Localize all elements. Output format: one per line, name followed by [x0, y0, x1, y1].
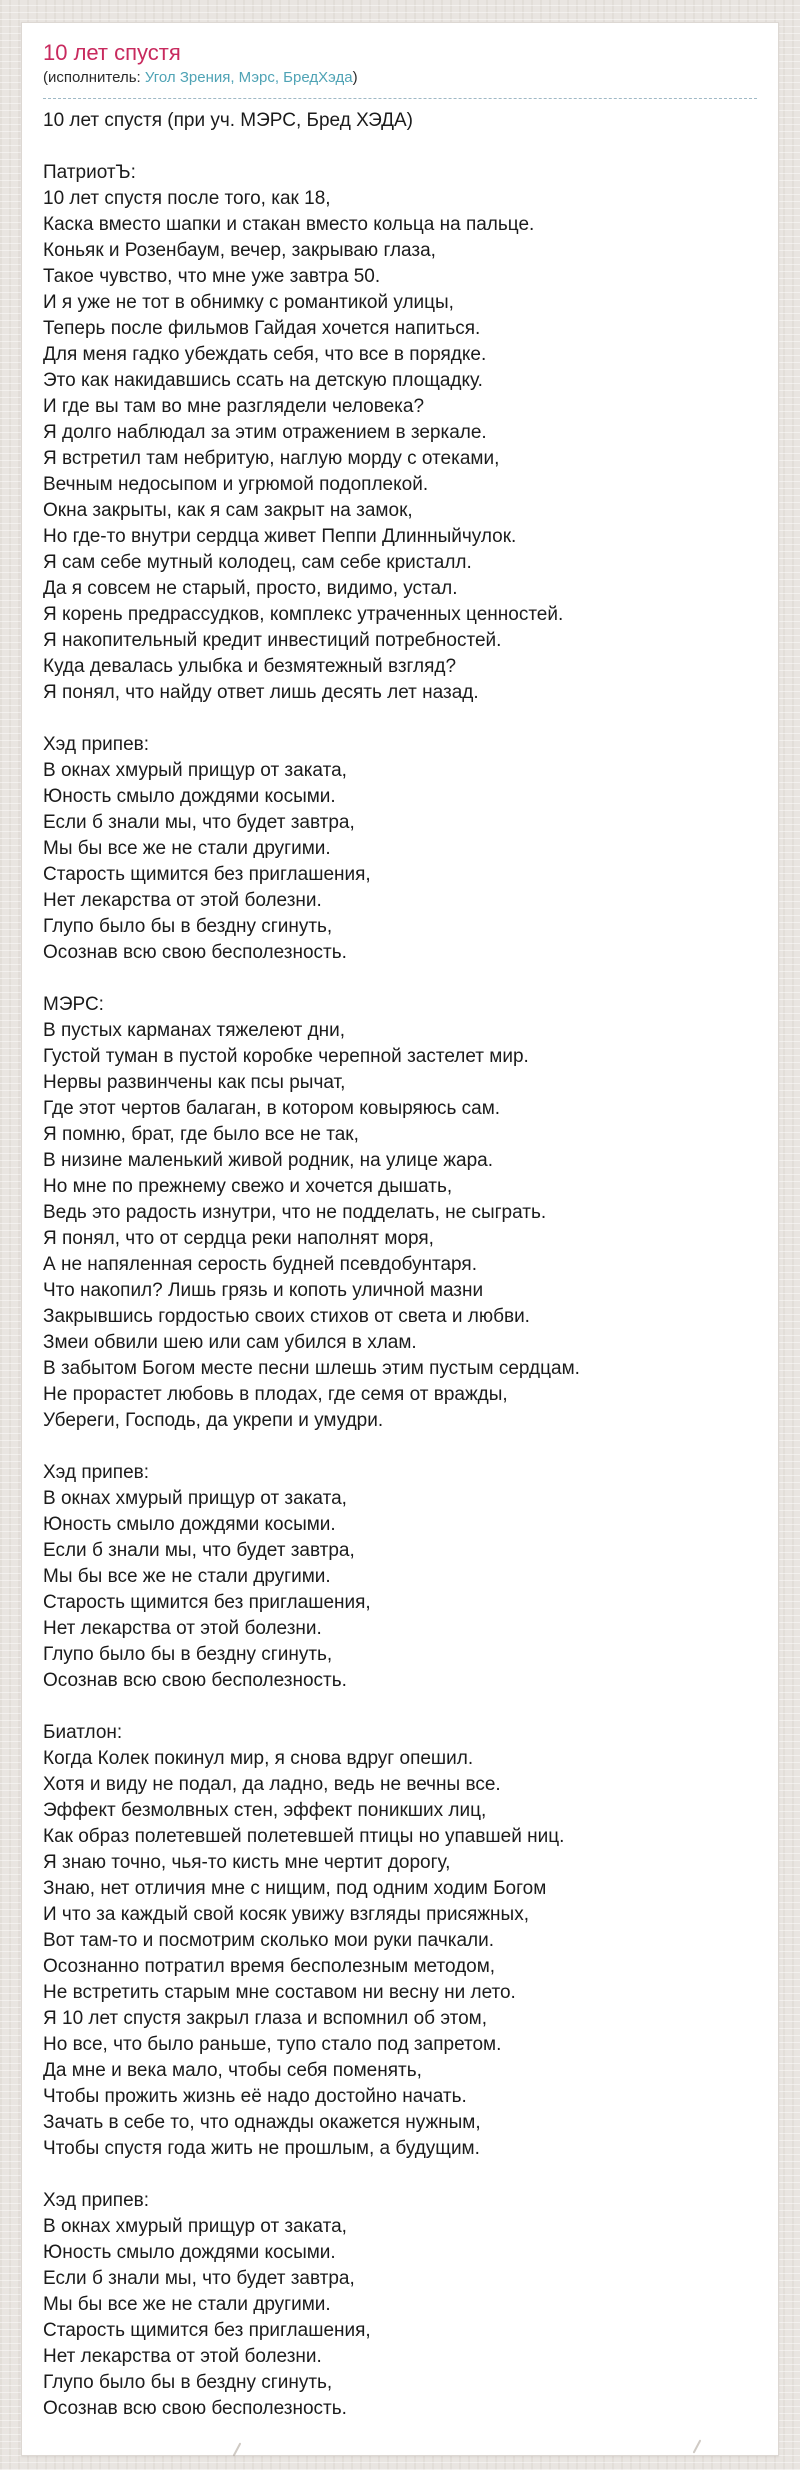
lyric-line: Закрывшись гордостью своих стихов от света и любви.	[43, 1306, 530, 1327]
lyric-line: И я уже не тот в обнимку с романтикой улицы,	[43, 292, 454, 313]
lyric-line: Убереги, Господь, да укрепи и умудри.	[43, 1410, 384, 1431]
lyric-line: А не напяленная серость будней псевдобунтаря.	[43, 1254, 477, 1275]
lyric-line	[43, 134, 757, 160]
lyric-line: Но все, что было раньше, тупо стало под запретом.	[43, 2034, 502, 2055]
lyric-line: Я знаю точно, чья-то кисть мне чертит дорогу,	[43, 1852, 451, 1873]
lyric-line: Не прорастет любовь в плодах, где семя от вражды,	[43, 1384, 508, 1405]
lyric-line: Хэд припев:	[43, 2190, 150, 2211]
lyric-line: В забытом Богом месте песни шлешь этим пустым сердцам.	[43, 1358, 580, 1379]
lyric-line: Для меня гадко убеждать себя, что все в порядке.	[43, 344, 487, 365]
lyrics-text	[43, 108, 757, 2422]
lyric-line: Мы бы все же не стали другими.	[43, 838, 331, 859]
lyric-line: Хэд припев:	[43, 1462, 150, 1483]
lyric-line: Юность смыло дождями косыми.	[43, 786, 336, 807]
lyric-line	[43, 706, 757, 732]
lyric-line: Мы бы все же не стали другими.	[43, 2294, 331, 2315]
lyric-line: Нет лекарства от этой болезни.	[43, 890, 322, 911]
performer-label: (исполнитель:	[43, 69, 141, 86]
lyric-line: Окна закрыты, как я сам закрыт на замок,	[43, 500, 413, 521]
lyric-line	[43, 1434, 757, 1460]
lyric-line: Как образ полетевшей полетевшей птицы но упавшей ниц.	[43, 1826, 565, 1847]
lyric-line: Такое чувство, что мне уже завтра 50.	[43, 266, 381, 287]
lyric-line: Я понял, что от сердца реки наполнят моря,	[43, 1228, 434, 1249]
lyric-line: Я сам себе мутный колодец, сам себе кристалл.	[43, 552, 472, 573]
page-title: 10 лет спустя	[43, 40, 181, 65]
lyric-line: Глупо было бы в бездну сгинуть,	[43, 1644, 333, 1665]
lyric-line: Вот там-то и посмотрим сколько мои руки пачкали.	[43, 1930, 494, 1951]
lyric-line: Нет лекарства от этой болезни.	[43, 2346, 322, 2367]
lyric-line: Змеи обвили шею или сам убился в хлам.	[43, 1332, 417, 1353]
lyric-line: В окнах хмурый прищур от заката,	[43, 1488, 347, 1509]
lyric-line: Я помню, брат, где было все не так,	[43, 1124, 359, 1145]
performer-label-close: )	[352, 69, 358, 86]
lyric-line: Куда девалась улыбка и безмятежный взгляд?	[43, 656, 457, 677]
lyric-line: В окнах хмурый прищур от заката,	[43, 2216, 347, 2237]
lyric-line: Старость щимится без приглашения,	[43, 1592, 371, 1613]
performer-link[interactable]: Угол Зрения, Мэрс, БредХэда	[144, 69, 353, 86]
lyric-line: ПатриотЪ:	[43, 162, 136, 183]
lyric-line: Чтобы прожить жизнь её надо достойно начать.	[43, 2086, 467, 2107]
lyric-line: Осознав всю свою бесполезность.	[43, 2398, 347, 2419]
lyric-line: Не встретить старым мне составом ни весну ни лето.	[43, 1982, 516, 2003]
lyric-line: Вечным недосыпом и угрюмой подоплекой.	[43, 474, 429, 495]
lyric-line	[43, 2162, 757, 2188]
lyric-line: Осознав всю свою бесполезность.	[43, 942, 347, 963]
lyric-line: Когда Колек покинул мир, я снова вдруг опешил.	[43, 1748, 474, 1769]
lyric-line: Глупо было бы в бездну сгинуть,	[43, 2372, 333, 2393]
lyric-line: Коньяк и Розенбаум, вечер, закрываю глаза,	[43, 240, 436, 261]
lyric-line: Если б знали мы, что будет завтра,	[43, 812, 355, 833]
lyric-line: В окнах хмурый прищур от заката,	[43, 760, 347, 781]
lyric-line: Биатлон:	[43, 1722, 123, 1743]
lyric-line: Старость щимится без приглашения,	[43, 2320, 371, 2341]
lyric-line: Но мне по прежнему свежо и хочется дышать,	[43, 1176, 453, 1197]
song-header	[43, 40, 757, 99]
lyric-line: Эффект безмолвных стен, эффект поникших лиц,	[43, 1800, 487, 1821]
lyric-line: Я корень предрассудков, комплекс утраченных ценностей.	[43, 604, 564, 625]
lyric-line: Если б знали мы, что будет завтра,	[43, 2268, 355, 2289]
lyric-line: Это как накидавшись ссать на детскую площадку.	[43, 370, 483, 391]
lyric-line: И где вы там во мне разглядели человека?	[43, 396, 425, 417]
lyric-line: Густой туман в пустой коробке черепной застелет мир.	[43, 1046, 529, 1067]
lyric-line: Но где-то внутри сердца живет Пеппи Длинныйчулок.	[43, 526, 517, 547]
lyric-line: В пустых карманах тяжелеют дни,	[43, 1020, 346, 1041]
lyric-line: Теперь после фильмов Гайдая хочется напиться.	[43, 318, 481, 339]
lyric-line: Да мне и века мало, чтобы себя поменять,	[43, 2060, 422, 2081]
lyric-line: Глупо было бы в бездну сгинуть,	[43, 916, 333, 937]
lyric-line	[43, 1694, 757, 1720]
lyric-line: Знаю, нет отличия мне с нищим, под одним ходим Богом	[43, 1878, 547, 1899]
lyric-line: Чтобы спустя года жить не прошлым, а будущим.	[43, 2138, 480, 2159]
lyric-line: Мы бы все же не стали другими.	[43, 1566, 331, 1587]
lyric-line: В низине маленький живой родник, на улице жара.	[43, 1150, 493, 1171]
lyric-line: Осознав всю свою бесполезность.	[43, 1670, 347, 1691]
lyric-line: 10 лет спустя после того, как 18,	[43, 188, 331, 209]
lyric-line: Ведь это радость изнутри, что не подделать, не сыграть.	[43, 1202, 547, 1223]
song-card	[21, 22, 779, 2456]
lyric-line: Каска вместо шапки и стакан вместо кольца на пальце.	[43, 214, 535, 235]
lyric-line: Я понял, что найду ответ лишь десять лет назад.	[43, 682, 479, 703]
lyric-line: Я долго наблюдал за этим отражением в зеркале.	[43, 422, 487, 443]
lyric-line: Юность смыло дождями косыми.	[43, 1514, 336, 1535]
lyric-line: Хотя и виду не подал, да ладно, ведь не вечны все.	[43, 1774, 501, 1795]
lyric-line: Я накопительный кредит инвестиций потребностей.	[43, 630, 502, 651]
lyric-line	[43, 966, 757, 992]
lyric-line: Юность смыло дождями косыми.	[43, 2242, 336, 2263]
lyric-line: Осознанно потратил время бесполезным методом,	[43, 1956, 496, 1977]
lyric-line: Зачать в себе то, что однажды окажется нужным,	[43, 2112, 481, 2133]
performer-line	[43, 68, 757, 88]
lyric-line: Что накопил? Лишь грязь и копоть уличной мазни	[43, 1280, 484, 1301]
lyric-line: Если б знали мы, что будет завтра,	[43, 1540, 355, 1561]
lyric-line: 10 лет спустя (при уч. МЭРС, Бред ХЭДА)	[43, 110, 413, 131]
lyric-line: Хэд припев:	[43, 734, 150, 755]
lyric-line: И что за каждый свой косяк увижу взгляды присяжных,	[43, 1904, 529, 1925]
lyric-line: Да я совсем не старый, просто, видимо, устал.	[43, 578, 458, 599]
lyric-line: Старость щимится без приглашения,	[43, 864, 371, 885]
lyric-line: МЭРС:	[43, 994, 104, 1015]
lyric-line: Я 10 лет спустя закрыл глаза и вспомнил об этом,	[43, 2008, 488, 2029]
lyric-line: Я встретил там небритую, наглую морду с отеками,	[43, 448, 500, 469]
lyric-line: Где этот чертов балаган, в котором ковыряюсь сам.	[43, 1098, 501, 1119]
lyric-line: Нервы развинчены как псы рычат,	[43, 1072, 346, 1093]
lyric-line: Нет лекарства от этой болезни.	[43, 1618, 322, 1639]
